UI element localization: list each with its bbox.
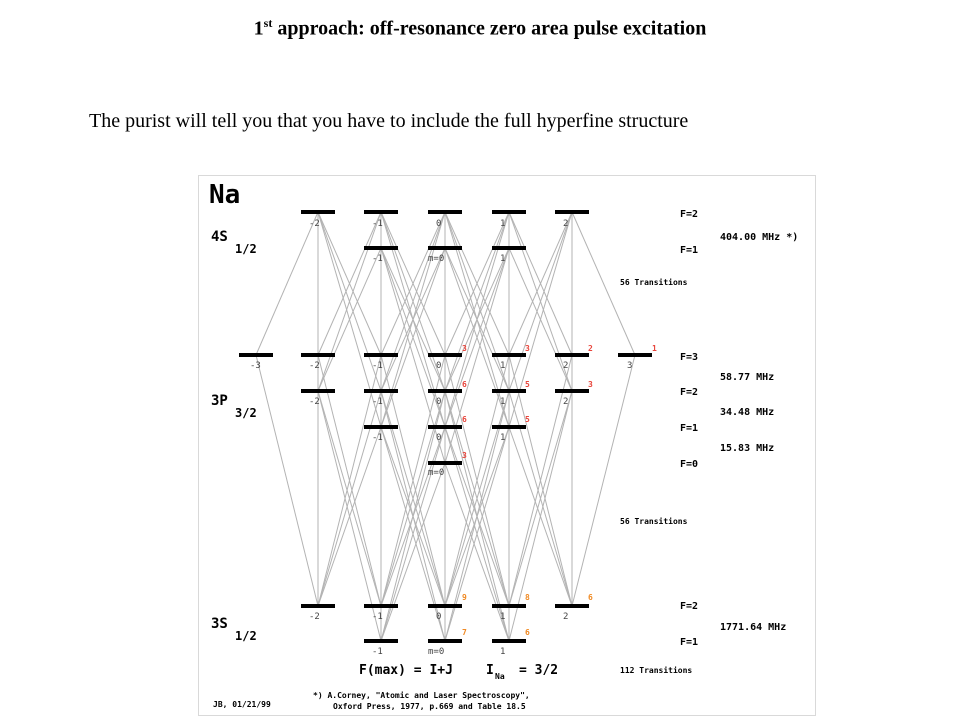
m-label-3s-neg1: -1 bbox=[372, 612, 383, 622]
m-label-3s-0: 0 bbox=[436, 612, 442, 622]
state-3p-label: 3P bbox=[211, 393, 228, 409]
m-label-3s-2: 2 bbox=[563, 612, 569, 622]
m-label-3p-2: 2 bbox=[563, 361, 569, 371]
splitting-4s: 404.00 MHz *) bbox=[720, 232, 799, 243]
formula-i: I bbox=[486, 663, 494, 678]
energy-level-p3f2-m2 bbox=[555, 389, 589, 393]
m-label-4s-neg2: -2 bbox=[309, 219, 320, 229]
count-3p-f3-d: 1 bbox=[652, 344, 657, 353]
element-label: Na bbox=[209, 180, 241, 210]
f-label-3p-f0: F=0 bbox=[680, 459, 699, 470]
m-label-3pf2-neg2: -2 bbox=[309, 397, 320, 407]
transition-line bbox=[509, 427, 572, 606]
energy-level-p3f1-m-1 bbox=[364, 425, 398, 429]
author-stamp: JB, 01/21/99 bbox=[213, 700, 271, 709]
state-4s-sub: 1/2 bbox=[235, 242, 257, 256]
count-3p-f1-b: 5 bbox=[525, 415, 530, 424]
f-label-3s-f1: F=1 bbox=[680, 637, 699, 648]
energy-level-s4f2-m-2 bbox=[301, 210, 335, 214]
energy-level-p3f2-m1 bbox=[492, 389, 526, 393]
energy-level-p3f1-m1 bbox=[492, 425, 526, 429]
energy-level-p3f2-m0 bbox=[428, 389, 462, 393]
energy-level-s4f2-m2 bbox=[555, 210, 589, 214]
diagram-canvas bbox=[199, 176, 815, 715]
transition-line bbox=[256, 212, 318, 355]
count-3s-f2-a: 9 bbox=[462, 593, 467, 602]
m-label-3p-neg1: -1 bbox=[372, 361, 383, 371]
reference-line-1: *) A.Corney, "Atomic and Laser Spectroscopy", bbox=[313, 691, 530, 700]
energy-level-p3f3-m-1 bbox=[364, 353, 398, 357]
state-3p-sub: 3/2 bbox=[235, 406, 257, 420]
energy-level-s4f1-m-1 bbox=[364, 246, 398, 250]
count-3p-f3-c: 2 bbox=[588, 344, 593, 353]
transition-line bbox=[318, 427, 381, 606]
f-label-3p-f3: F=3 bbox=[680, 352, 699, 363]
count-3p-f3-b: 3 bbox=[525, 344, 530, 353]
splitting-3p-f2f1: 34.48 MHz bbox=[720, 407, 775, 418]
m-label-3p-neg3: -3 bbox=[250, 361, 261, 371]
energy-level-s3f1-m1 bbox=[492, 639, 526, 643]
energy-level-s4f1-m1 bbox=[492, 246, 526, 250]
count-3p-f0-a: 3 bbox=[462, 451, 467, 460]
transitions-middle: 56 Transitions bbox=[620, 517, 688, 526]
energy-level-s4f1-m0 bbox=[428, 246, 462, 250]
energy-level-s3f2-m0 bbox=[428, 604, 462, 608]
energy-level-s4f2-m1 bbox=[492, 210, 526, 214]
energy-level-p3f1-m0 bbox=[428, 425, 462, 429]
m-label-3pf2-2: 2 bbox=[563, 397, 569, 407]
energy-level-p3f3-m1 bbox=[492, 353, 526, 357]
slide-subtitle: The purist will tell you that you have to include the full hyperfine structure bbox=[89, 110, 689, 132]
count-3s-f2-c: 6 bbox=[588, 593, 593, 602]
m-label-3p-3: 3 bbox=[627, 361, 633, 371]
count-3p-f3-a: 3 bbox=[462, 344, 467, 353]
m-label-4s-1: 1 bbox=[500, 219, 506, 229]
formula-fmax: F(max) = I+J bbox=[359, 663, 453, 678]
m-label-3s-neg2: -2 bbox=[309, 612, 320, 622]
count-3p-f2-a: 6 bbox=[462, 380, 467, 389]
splitting-3s: 1771.64 MHz bbox=[720, 622, 787, 633]
count-3p-f2-b: 5 bbox=[525, 380, 530, 389]
m-label-3p-0: 0 bbox=[436, 361, 442, 371]
m-label-4s-neg1: -1 bbox=[372, 219, 383, 229]
count-3p-f1-a: 6 bbox=[462, 415, 467, 424]
m-label-3pf1-0: 0 bbox=[436, 433, 442, 443]
energy-level-p3f0-m0 bbox=[428, 461, 462, 465]
na-hyperfine-diagram bbox=[198, 175, 816, 716]
transitions-lower: 112 Transitions bbox=[620, 666, 693, 675]
energy-level-p3f3-m2 bbox=[555, 353, 589, 357]
m-label-3pf2-neg1: -1 bbox=[372, 397, 383, 407]
m-label-3sf1-m0: m=0 bbox=[428, 647, 445, 657]
count-3p-f2-c: 3 bbox=[588, 380, 593, 389]
energy-level-s4f2-m0 bbox=[428, 210, 462, 214]
transitions-upper: 56 Transitions bbox=[620, 278, 688, 287]
energy-level-p3f2-m-2 bbox=[301, 389, 335, 393]
f-label-3s-f2: F=2 bbox=[680, 601, 699, 612]
f-label-4s-f1: F=1 bbox=[680, 245, 699, 256]
splitting-3p-f3f2: 58.77 MHz bbox=[720, 372, 775, 383]
m-label-3pf1-neg1: -1 bbox=[372, 433, 383, 443]
formula-i-value: = 3/2 bbox=[519, 663, 559, 678]
f-label-3p-f1: F=1 bbox=[680, 423, 699, 434]
energy-level-s3f2-m-1 bbox=[364, 604, 398, 608]
splitting-3p-f1f0: 15.83 MHz bbox=[720, 443, 775, 454]
energy-level-s4f2-m-1 bbox=[364, 210, 398, 214]
state-3s-label: 3S bbox=[211, 616, 228, 632]
m-label-3pf1-1: 1 bbox=[500, 433, 506, 443]
energy-level-p3f3-m0 bbox=[428, 353, 462, 357]
state-3s-sub: 1/2 bbox=[235, 629, 257, 643]
energy-level-s3f2-m-2 bbox=[301, 604, 335, 608]
m-label-3sf1-neg1: -1 bbox=[372, 647, 383, 657]
count-3s-f1-a: 7 bbox=[462, 628, 467, 637]
m-label-3pf2-0: 0 bbox=[436, 397, 442, 407]
m-label-3sf1-1: 1 bbox=[500, 647, 506, 657]
count-3s-f1-b: 6 bbox=[525, 628, 530, 637]
formula-i-sub: Na bbox=[495, 672, 505, 681]
m-label-3p-neg2: -2 bbox=[309, 361, 320, 371]
state-4s-label: 4S bbox=[211, 229, 228, 245]
count-3s-f2-b: 8 bbox=[525, 593, 530, 602]
f-label-4s-f2: F=2 bbox=[680, 209, 699, 220]
energy-level-s3f1-m0 bbox=[428, 639, 462, 643]
energy-level-s3f2-m2 bbox=[555, 604, 589, 608]
m-label-4sf1-neg1: -1 bbox=[372, 254, 383, 264]
m-label-4s-0: 0 bbox=[436, 219, 442, 229]
energy-level-p3f3-m3 bbox=[618, 353, 652, 357]
m-label-3s-1: 1 bbox=[500, 612, 506, 622]
m-label-4s-2: 2 bbox=[563, 219, 569, 229]
slide-title: 1st approach: off-resonance zero area pulse excitation bbox=[253, 16, 707, 40]
reference-line-2: Oxford Press, 1977, p.669 and Table 18.5 bbox=[333, 702, 526, 711]
m-label-4sf1-1: 1 bbox=[500, 254, 506, 264]
energy-level-p3f3-m-2 bbox=[301, 353, 335, 357]
m-label-3p-1: 1 bbox=[500, 361, 506, 371]
m-label-3pf0-m0: m=0 bbox=[428, 468, 445, 478]
energy-level-p3f3-m-3 bbox=[239, 353, 273, 357]
m-label-4sf1-m0: m=0 bbox=[428, 254, 445, 264]
energy-level-s3f2-m1 bbox=[492, 604, 526, 608]
energy-level-p3f2-m-1 bbox=[364, 389, 398, 393]
m-label-3pf2-1: 1 bbox=[500, 397, 506, 407]
energy-level-s3f1-m-1 bbox=[364, 639, 398, 643]
f-label-3p-f2: F=2 bbox=[680, 387, 699, 398]
